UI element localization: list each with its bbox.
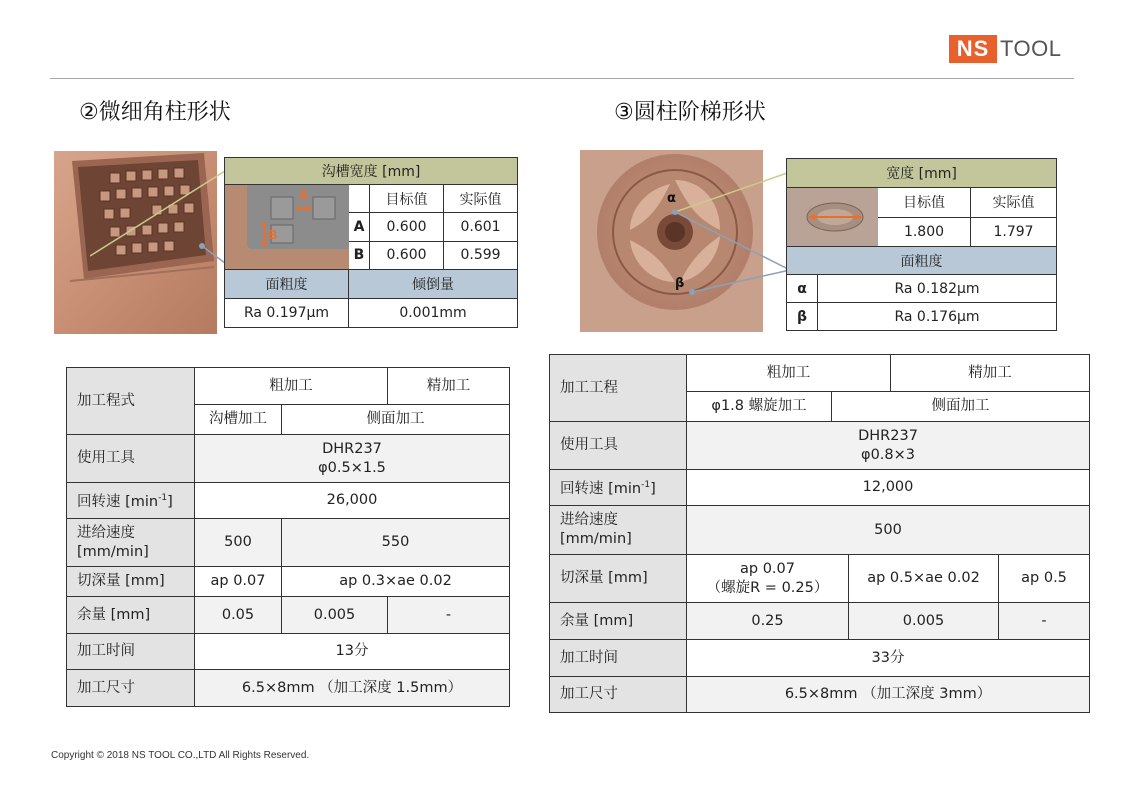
tool-line-2: φ0.8×3 [861,446,916,463]
tool-label: 使用工具 [550,422,687,470]
groove-width-header: 沟槽宽度 [mm] [225,158,518,185]
stock-label: 余量 [mm] [550,603,687,640]
stock-label: 余量 [mm] [67,597,195,634]
chamfer-header: 倾倒量 [349,270,518,299]
left-callout-lines [90,168,230,268]
depth-1-line-2: （螺旋R = 0.25） [706,579,829,596]
speed-label: 回转速 $[\min^{-1}]$ [550,470,687,506]
depth-1: ap 0.07 [195,567,282,597]
groove-inset-image [225,185,349,270]
size-label: 加工尺寸 [67,670,195,707]
program-label: 加工工程 [550,355,687,422]
depth-label: 切深量 [mm] [67,567,195,597]
feed-2: 550 [282,519,510,567]
alpha-label: α [787,275,818,303]
width-inset-image [787,188,878,247]
inset-label-a: A [299,187,309,202]
depth-2: ap 0.5×ae 0.02 [849,555,999,603]
row-a-target: 0.600 [370,213,444,241]
tool-value [687,422,1090,470]
row-b-actual: 0.599 [444,241,518,269]
speed-value: 26,000 [195,483,510,519]
col-actual: 实际值 [971,188,1057,218]
feed-label-line-2: [mm/min] [560,531,632,547]
row-b-label: B [349,241,370,269]
speed-label: 回转速 $[\min^{-1}]$ [67,483,195,519]
stock-3: - [999,603,1090,640]
right-callout-lines [670,170,795,300]
inset-label-b: B [268,227,278,242]
program-label: 加工程式 [67,368,195,435]
photo-beta-label: β [675,276,685,291]
logo-tool-text: TOOL [1000,36,1062,61]
feed-label-line-1: 进给速度 [77,524,135,541]
feed-label [67,519,195,567]
stock-1: 0.05 [195,597,282,634]
tool-line-2: φ0.5×1.5 [318,459,386,476]
row-a-actual: 0.601 [444,213,518,241]
time-label: 加工时间 [550,640,687,677]
depth-2: ap 0.3×ae 0.02 [282,567,510,597]
time-value: 33分 [687,640,1090,677]
rough-header: 粗加工 [195,368,388,405]
right-section-title: ③圆柱阶梯形状 [614,100,766,125]
time-label: 加工时间 [67,634,195,670]
stock-2: 0.005 [282,597,388,634]
rough-header: 粗加工 [687,355,891,392]
stock-2: 0.005 [849,603,999,640]
feed-label-line-2: [mm/min] [77,543,149,560]
time-value: 13分 [195,634,510,670]
tool-value [195,435,510,483]
beta-label: β [787,303,818,331]
chamfer-value: 0.001mm [349,299,518,328]
side-op: 侧面加工 [832,392,1090,422]
side-op: 侧面加工 [282,405,510,435]
width-table [786,158,1057,331]
size-label: 加工尺寸 [550,677,687,713]
depth-3: ap 0.5 [999,555,1090,603]
photo-alpha-label: α [667,191,676,206]
feed-label-line-1: 进给速度 [560,512,618,528]
tool-label: 使用工具 [67,435,195,483]
roughness-header: 面粗度 [787,247,1057,275]
right-process-table [549,354,1090,713]
width-actual: 1.797 [971,217,1057,247]
size-value: 6.5×8mm （加工深度 1.5mm） [195,670,510,707]
roughness-value: Ra 0.197μm [225,299,349,328]
finish-header: 精加工 [388,368,510,405]
size-value: 6.5×8mm （加工深度 3mm） [687,677,1090,713]
groove-width-table [224,157,518,328]
header-divider [50,78,1074,79]
groove-op: 沟槽加工 [195,405,282,435]
copyright-text: Copyright © 2018 NS TOOL CO.,LTD All Rights Reserved. [51,750,310,761]
col-target: 目标值 [370,185,444,213]
depth-1 [687,555,849,603]
stock-1: 0.25 [687,603,849,640]
feed-label [550,506,687,555]
roughness-header: 面粗度 [225,270,349,299]
stock-3: - [388,597,510,634]
helical-op: φ1.8 螺旋加工 [687,392,832,422]
depth-label: 切深量 [mm] [550,555,687,603]
row-b-target: 0.600 [370,241,444,269]
left-process-table [66,367,510,707]
depth-1-line-1: ap 0.07 [740,560,795,577]
width-header: 宽度 [mm] [787,159,1057,188]
beta-value: Ra 0.176μm [818,303,1057,331]
col-target: 目标值 [878,188,971,218]
width-target: 1.800 [878,217,971,247]
row-a-label: A [349,213,370,241]
tool-line-1: DHR237 [322,440,382,457]
alpha-value: Ra 0.182μm [818,275,1057,303]
col-actual: 实际值 [444,185,518,213]
tool-line-1: DHR237 [858,427,918,444]
left-section-title: ②微细角柱形状 [79,100,231,125]
speed-value: 12,000 [687,470,1090,506]
feed-1: 500 [195,519,282,567]
blank-cell [349,185,370,213]
finish-header: 精加工 [891,355,1090,392]
logo-ns-box: NS [949,35,997,63]
feed-value: 500 [687,506,1090,555]
